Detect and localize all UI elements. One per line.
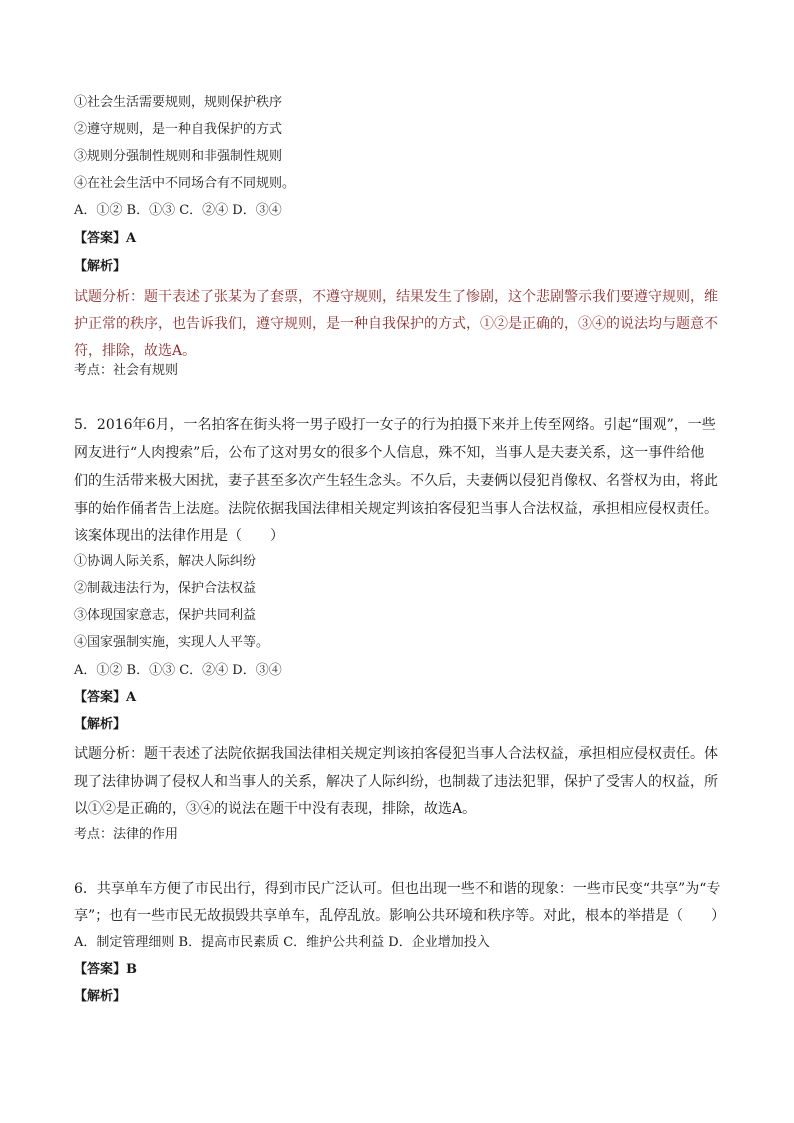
q6-stem-line-1: 6．共享单车方便了市民出行，得到市民广泛认可。但也出现一些不和谐的现象：一些市民变“共享”为“专	[74, 881, 721, 897]
q5-option-4: ④国家强制实施，实现人人平等。	[74, 635, 270, 650]
q4-option-4: ④在社会生活中不同场合有不同规则。	[74, 176, 296, 191]
q5-stem-line-1: 5．2016年6月，一名拍客在街头将一男子殴打一女子的行为拍摄下来并上传至网络。引起“围观”，一些	[74, 417, 716, 433]
q4-analysis-line-2: 护正常的秩序，也告诉我们，遵守规则，是一种自我保护的方式，①②是正确的，③④的说法均与题意不	[74, 316, 718, 332]
q5-stem-line-2: 网友进行“人肉搜索”后，公布了这对男女的很多个人信息，殊不知，当事人是夫妻关系，这一事件给他	[74, 445, 705, 461]
q6-choices: A．制定管理细则 B．提高市民素质 C．维护公共利益 D．企业增加投入	[74, 935, 490, 950]
q5-stem-line-5: 该案体现出的法律作用是（ ）	[74, 528, 284, 544]
q4-point: 考点：社会有规则	[74, 363, 179, 378]
q5-stem-line-4: 事的始作俑者告上法庭。法院依据我国法律相关规定判该拍客侵犯当事人合法权益，承担相应侵权责任。	[74, 501, 718, 517]
q5-answer: 【答案】A	[74, 690, 137, 705]
q4-option-2: ②遵守规则，是一种自我保护的方式	[74, 122, 283, 137]
q6-answer: 【答案】B	[74, 962, 137, 977]
q6-stem-line-2: 享”；也有一些市民无故损毁共享单车，乱停乱放。影响公共环境和秩序等。对此，根本的举措是（ ）	[74, 908, 726, 924]
q4-option-1: ①社会生活需要规则，规则保护秩序	[74, 95, 283, 110]
q4-choices: A．①② B．①③ C．②④ D．③④	[74, 203, 282, 218]
q4-analysis-line-1: 试题分析：题干表述了张某为了套票，不遵守规则，结果发生了惨剧，这个悲剧警示我们要遵守规则，维	[74, 289, 718, 305]
q5-option-1: ①协调人际关系，解决人际纠纷	[74, 554, 257, 569]
q5-analysis-label: 【解析】	[74, 717, 127, 732]
q5-option-3: ③体现国家意志，保护共同利益	[74, 608, 257, 623]
q4-answer: 【答案】A	[74, 231, 137, 246]
q4-analysis-line-3: 符，排除，故选A。	[74, 343, 197, 359]
q5-option-2: ②制裁违法行为，保护合法权益	[74, 581, 257, 596]
q4-option-3: ③规则分强制性规则和非强制性规则	[74, 149, 283, 164]
q5-point: 考点：法律的作用	[74, 827, 179, 842]
q6-analysis-label: 【解析】	[74, 989, 127, 1004]
q5-analysis-line-3: 以①②是正确的，③④的说法在题干中没有表现，排除，故选A。	[74, 801, 477, 817]
q5-choices: A．①② B．①③ C．②④ D．③④	[74, 663, 282, 678]
q5-stem-line-3: 们的生活带来极大困扰，妻子甚至多次产生轻生念头。不久后，夫妻俩以侵犯肖像权、名誉权为由，将此	[74, 473, 718, 489]
q5-analysis-line-2: 现了法律协调了侵权人和当事人的关系，解决了人际纠纷，也制裁了违法犯罪，保护了受害人的权益，所	[74, 774, 718, 790]
q4-analysis-label: 【解析】	[74, 259, 127, 274]
q5-analysis-line-1: 试题分析：题干表述了法院依据我国法律相关规定判该拍客侵犯当事人合法权益，承担相应侵权责任。体	[74, 746, 718, 762]
